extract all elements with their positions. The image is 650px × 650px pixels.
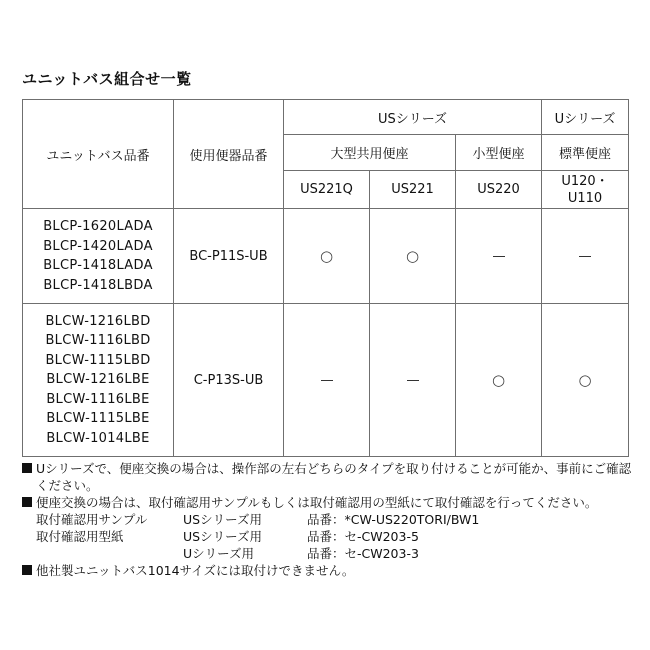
table-row xyxy=(23,304,629,457)
unit-bath-item: BLCW-1014LBE xyxy=(46,430,150,446)
unit-bath-item: BLCP-1420LADA xyxy=(43,238,153,254)
header-toilet: 使用便器品番 xyxy=(174,100,284,209)
unit-bath-item: BLCP-1620LADA xyxy=(43,219,153,234)
compatible-circle: ○ xyxy=(542,304,629,457)
page-title: ユニットバス組合せ一覧 xyxy=(22,70,192,88)
unit-bath-list xyxy=(23,304,174,457)
unit-bath-item: BLCW-1115LBD xyxy=(45,352,151,368)
header-large-seat: 大型共用便座 xyxy=(284,135,456,171)
dash-icon xyxy=(321,380,333,381)
note-u-series xyxy=(22,460,637,494)
unit-bath-item: BLCW-1116LBD xyxy=(45,333,151,349)
table-row xyxy=(23,209,629,304)
unit-bath-item: BLCP-1418LADA xyxy=(43,258,153,273)
note-text: 便座交換の場合は、取付確認用サンプルもしくは取付確認用の型紙にて取付確認を行ってください。 xyxy=(36,495,598,510)
template-u-series: Uシリーズ用 xyxy=(183,546,255,561)
note-seat-exchange xyxy=(22,494,637,511)
header-row-series xyxy=(23,100,629,135)
header-model: US221 xyxy=(370,171,456,209)
compatible-circle: ○ xyxy=(370,209,456,304)
template-us-part: 品番：セ-CW203-5 xyxy=(307,529,419,544)
toilet-part: BC-P11S-UB xyxy=(174,209,284,304)
header-us-series: USシリーズ xyxy=(284,100,542,135)
template-u-part: 品番：セ-CW203-3 xyxy=(307,546,419,561)
compatible-circle: ○ xyxy=(284,209,370,304)
template-u-row xyxy=(22,545,637,562)
not-applicable-dash xyxy=(370,304,456,457)
unit-bath-item: BLCW-1216LBE xyxy=(46,372,150,388)
header-model: US221Q xyxy=(284,171,370,209)
note-text: 他社製ユニットバス1014サイズには取付けできません。 xyxy=(36,563,355,578)
unit-bath-item: BLCW-1115LBE xyxy=(46,411,150,427)
unit-bath-item: BLCP-1418LBDA xyxy=(43,277,153,293)
sample-label: 取付確認用サンプル xyxy=(36,512,148,527)
not-applicable-dash xyxy=(456,209,542,304)
dash-icon xyxy=(493,256,505,257)
notes-section xyxy=(22,460,637,579)
dash-icon xyxy=(407,380,419,381)
header-u-series: Uシリーズ xyxy=(542,100,629,135)
bullet-square-icon xyxy=(22,565,32,575)
template-us-series: USシリーズ用 xyxy=(183,529,262,544)
unit-bath-list xyxy=(23,209,174,304)
unit-bath-item: BLCW-1216LBD xyxy=(45,313,151,329)
header-small-seat: 小型便座 xyxy=(456,135,542,171)
unit-bath-item: BLCW-1116LBE xyxy=(46,391,150,407)
bullet-square-icon xyxy=(22,497,32,507)
header-model xyxy=(542,171,629,209)
note-text: Uシリーズで、便座交換の場合は、操作部の左右どちらのタイプを取り付けることが可能か、事前にご確認ください。 xyxy=(36,461,632,493)
sample-part: 品番：*CW-US220TORI/BW1 xyxy=(307,512,480,527)
note-other-brand xyxy=(22,562,637,579)
header-model: US220 xyxy=(456,171,542,209)
sample-row xyxy=(22,511,637,528)
compatible-circle: ○ xyxy=(456,304,542,457)
template-label: 取付確認用型紙 xyxy=(36,529,124,544)
header-model-text: U120・U110 xyxy=(561,173,609,206)
header-unit-bath: ユニットバス品番 xyxy=(23,100,174,209)
combination-table xyxy=(22,99,629,457)
template-us-row xyxy=(22,528,637,545)
template-label-empty xyxy=(36,545,183,562)
not-applicable-dash xyxy=(542,209,629,304)
sample-series: USシリーズ用 xyxy=(183,512,262,527)
dash-icon xyxy=(579,256,591,257)
bullet-square-icon xyxy=(22,463,32,473)
toilet-part: C-P13S-UB xyxy=(174,304,284,457)
not-applicable-dash xyxy=(284,304,370,457)
header-standard-seat: 標準便座 xyxy=(542,135,629,171)
